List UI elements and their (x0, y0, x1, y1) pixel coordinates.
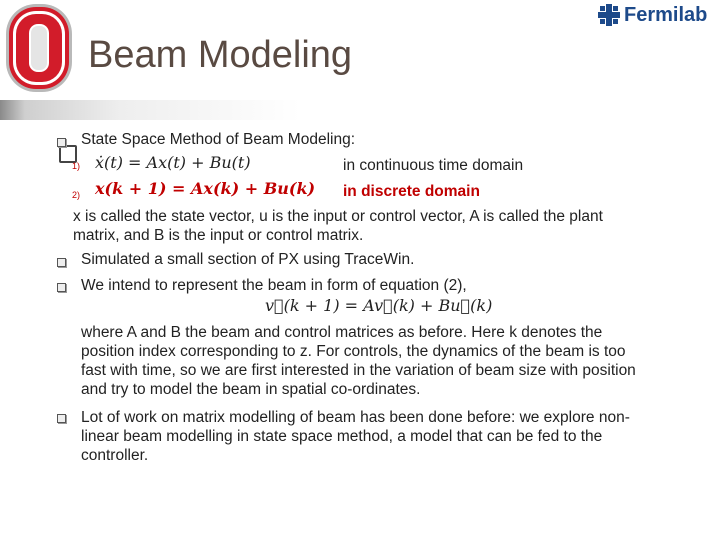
matrices-text-1: where A and B the beam and control matrices as before. Here k denotes the (81, 324, 603, 341)
bullet-icon (57, 258, 66, 267)
bullet-state-space: State Space Method of Beam Modeling: (81, 131, 355, 148)
page-title: Beam Modeling (88, 34, 353, 76)
state-vector-text-1: x is called the state vector, u is the input or control vector, A is called the plant (73, 208, 603, 225)
eq2-description: in discrete domain (343, 183, 480, 200)
bullet-prior-work-3: controller. (81, 447, 149, 464)
equation-discrete: x(k + 1) = Ax(k) + Bu(k) (95, 179, 316, 198)
bullet-prior-work-1: Lot of work on matrix modelling of beam has been done before: we explore non- (81, 409, 630, 426)
bullet-icon (57, 414, 66, 423)
matrices-text-3: fast with time, so we are first interested in the variation of beam size with position (81, 362, 636, 379)
fermilab-brand-text: Fermilab (624, 3, 708, 26)
matrices-text-2: position index corresponding to z. For controls, the dynamics of the beam is too (81, 343, 626, 360)
bullet-icon (57, 138, 66, 147)
bullet-equation-form: We intend to represent the beam in form of equation (2), (81, 277, 467, 294)
eq1-number: 1) (72, 161, 81, 171)
equation-vector: v⃗(k + 1) = Av⃗(k) + Bu⃗(k) (265, 296, 493, 315)
bullet-icon (57, 283, 66, 292)
bullet-tracewin: Simulated a small section of PX using TraceWin. (81, 251, 415, 268)
bullet-prior-work-2: linear beam modelling in state space method, a model that can be fed to the (81, 428, 603, 445)
eq2-number: 2) (72, 190, 81, 200)
state-vector-text-2: matrix, and B is the input or control matrix. (73, 227, 364, 244)
eq1-description: in continuous time domain (343, 157, 524, 174)
equation-continuous: ẋ(t) = Ax(t) + Bu(t) (95, 153, 251, 172)
fermilab-logo (598, 4, 707, 26)
header-divider-bar (0, 100, 720, 120)
matrices-text-4: and try to model the beam in spatial co-ordinates. (81, 381, 421, 398)
ohio-state-logo (4, 2, 74, 94)
fermilab-icon (598, 4, 620, 26)
